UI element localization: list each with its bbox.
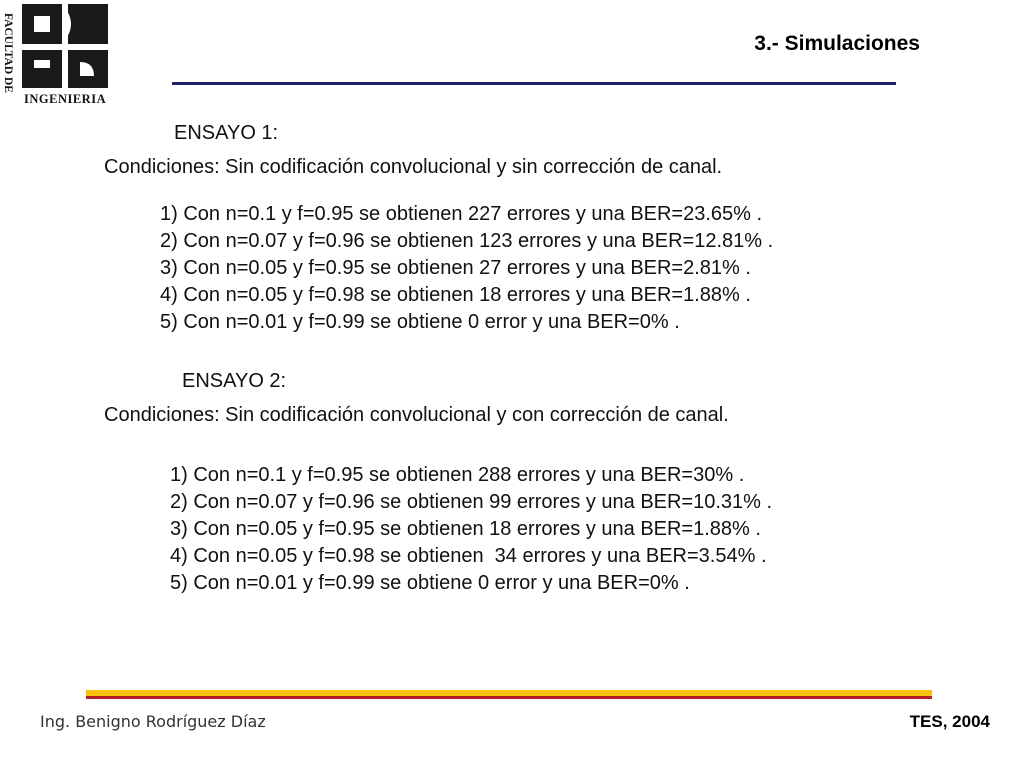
footer-author: Ing. Benigno Rodríguez Díaz <box>40 712 266 731</box>
ensayo-2-results <box>170 462 772 597</box>
faculty-logo <box>0 0 118 110</box>
list-item: 1) Con n=0.1 y f=0.95 se obtienen 227 errores y una BER=23.65% . <box>160 203 763 225</box>
list-item: 2) Con n=0.07 y f=0.96 se obtienen 99 errores y una BER=10.31% . <box>170 491 773 513</box>
list-item: 1) Con n=0.1 y f=0.95 se obtienen 288 errores y una BER=30% . <box>170 464 745 486</box>
list-item: 5) Con n=0.01 y f=0.99 se obtiene 0 error y una BER=0% . <box>170 572 690 594</box>
logo-emblem-icon <box>20 2 110 90</box>
title-divider <box>172 82 896 85</box>
list-item: 4) Con n=0.05 y f=0.98 se obtienen 18 errores y una BER=1.88% . <box>160 284 751 306</box>
list-item: 3) Con n=0.05 y f=0.95 se obtienen 27 errores y una BER=2.81% . <box>160 257 751 279</box>
ensayo-2-conditions: Condiciones: Sin codificación convolucional y con corrección de canal. <box>104 404 729 426</box>
ensayo-1-label: ENSAYO 1: <box>174 122 279 144</box>
logo-horizontal-text: INGENIERIA <box>24 92 107 106</box>
footer-divider-red <box>86 696 932 699</box>
list-item: 5) Con n=0.01 y f=0.99 se obtiene 0 error y una BER=0% . <box>160 311 680 333</box>
logo-vertical-text: FACULTAD DE <box>2 13 14 93</box>
ensayo-1-conditions: Condiciones: Sin codificación convolucional y sin corrección de canal. <box>104 156 723 178</box>
ensayo-1-results <box>160 201 773 336</box>
list-item: 3) Con n=0.05 y f=0.95 se obtienen 18 errores y una BER=1.88% . <box>170 518 761 540</box>
list-item: 2) Con n=0.07 y f=0.96 se obtienen 123 errores y una BER=12.81% . <box>160 230 774 252</box>
list-item: 4) Con n=0.05 y f=0.98 se obtienen 34 errores y una BER=3.54% . <box>170 545 767 567</box>
section-title: 3.- Simulaciones <box>754 32 920 55</box>
ensayo-2-label: ENSAYO 2: <box>182 370 287 392</box>
footer-course: TES, 2004 <box>909 712 990 731</box>
